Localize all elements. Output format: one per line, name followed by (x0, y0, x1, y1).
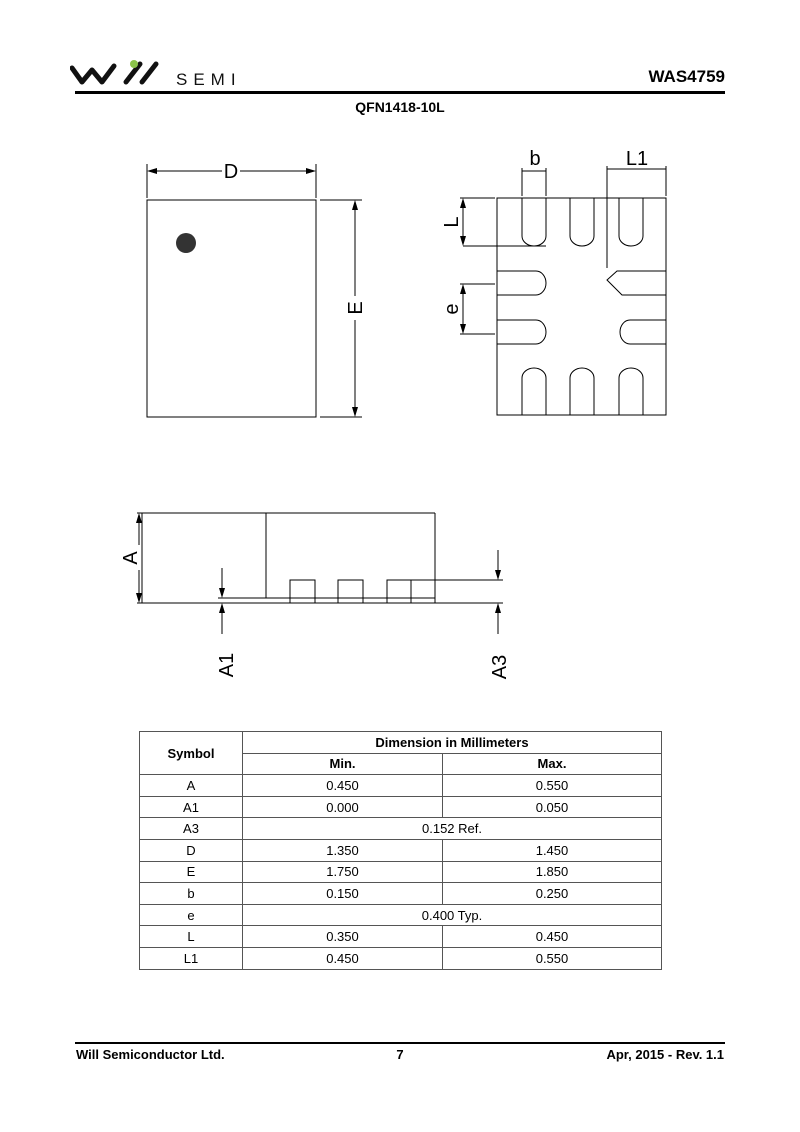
table-row (140, 796, 662, 818)
min-cell: 0.000 (243, 796, 443, 818)
dim-label-D: D (223, 161, 239, 183)
symbol-header: Symbol (140, 732, 243, 775)
dimension-table (139, 731, 662, 970)
table-row (140, 947, 662, 969)
table-row (140, 883, 662, 905)
max-cell: 0.050 (443, 796, 662, 818)
max-cell: 0.550 (443, 947, 662, 969)
dim-label-A: A (120, 551, 142, 565)
table-row (140, 861, 662, 883)
package-title: QFN1418-10L (355, 99, 445, 115)
min-cell: 0.150 (243, 883, 443, 905)
footer-company: Will Semiconductor Ltd. (76, 1047, 225, 1062)
dim-label-L: L (441, 216, 463, 228)
document-id: WAS4759 (648, 67, 725, 86)
dim-label-E: E (345, 301, 367, 315)
dimension-header: Dimension in Millimeters (243, 732, 662, 754)
max-cell: 0.250 (443, 883, 662, 905)
max-cell: 1.850 (443, 861, 662, 883)
max-cell: 0.550 (443, 775, 662, 797)
symbol-cell: D (140, 839, 243, 861)
min-cell: 0.450 (243, 947, 443, 969)
dim-label-e: e (441, 303, 463, 315)
table-row (140, 839, 662, 861)
symbol-cell: L (140, 926, 243, 948)
min-header: Min. (243, 753, 443, 775)
symbol-cell: b (140, 883, 243, 905)
table-row (140, 818, 662, 840)
dim-label-b: b (529, 148, 541, 170)
dim-label-L1: L1 (625, 148, 649, 170)
top-view-body (147, 200, 316, 417)
table-row (140, 926, 662, 948)
max-cell: 0.450 (443, 926, 662, 948)
table-row (140, 904, 662, 926)
merged-cell: 0.400 Typ. (243, 904, 662, 926)
symbol-cell: E (140, 861, 243, 883)
footer-page-number: 7 (396, 1047, 404, 1062)
pin1-dot (176, 233, 196, 253)
symbol-cell: A3 (140, 818, 243, 840)
merged-cell: 0.152 Ref. (243, 818, 662, 840)
footer-date-revision: Apr, 2015 - Rev. 1.1 (606, 1047, 724, 1062)
min-cell: 0.350 (243, 926, 443, 948)
dim-label-A1: A1 (216, 652, 238, 678)
symbol-cell: A (140, 775, 243, 797)
max-cell: 1.450 (443, 839, 662, 861)
table-row (140, 775, 662, 797)
symbol-cell: A1 (140, 796, 243, 818)
max-header: Max. (443, 753, 662, 775)
symbol-cell: e (140, 904, 243, 926)
footer-rule (75, 1042, 725, 1044)
symbol-cell: L1 (140, 947, 243, 969)
logo-text: SEMI (176, 70, 242, 89)
min-cell: 1.350 (243, 839, 443, 861)
dim-label-A3: A3 (489, 654, 511, 680)
min-cell: 1.750 (243, 861, 443, 883)
pin1-chamfer-pad (607, 271, 666, 295)
min-cell: 0.450 (243, 775, 443, 797)
